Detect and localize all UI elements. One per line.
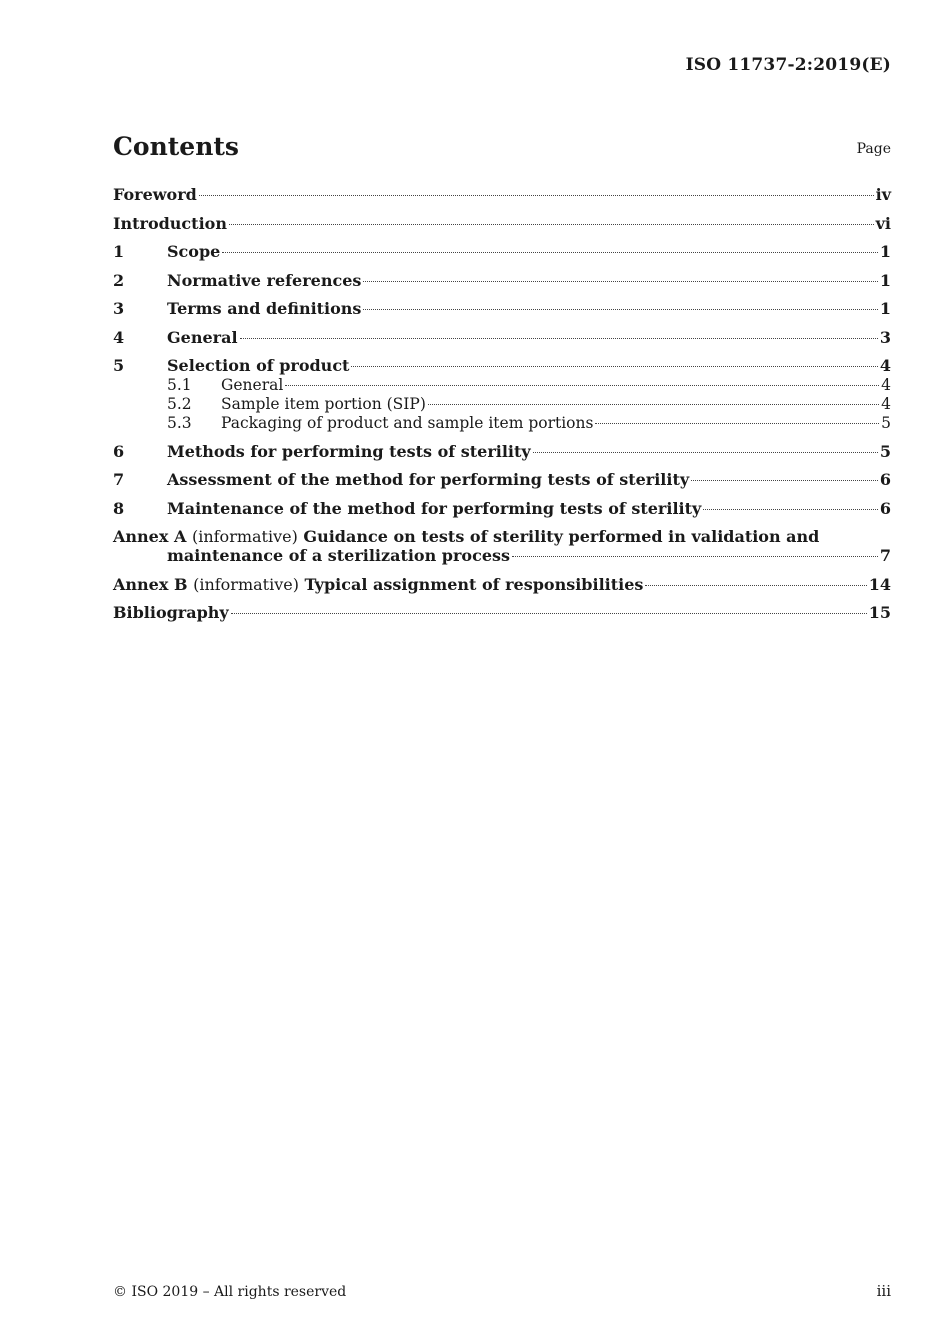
toc-entry-maintenance[interactable]	[113, 499, 891, 519]
toc-entry-page: 15	[868, 603, 891, 622]
toc-entry-text: Packaging of product and sample item portions	[221, 414, 594, 432]
dot-leader	[428, 404, 879, 405]
toc-entry-text: Normative references	[167, 270, 362, 290]
dot-leader	[229, 224, 874, 225]
toc-entry-text: Methods for performing tests of sterility	[167, 441, 531, 461]
toc-entry-page: 4	[881, 376, 891, 394]
toc-entry-number: 1	[113, 242, 125, 261]
dot-leader	[595, 423, 879, 424]
dot-leader	[285, 385, 879, 386]
annex-type: (informative)	[193, 574, 299, 594]
toc-entry-page: 7	[879, 546, 891, 565]
toc-entry-text: Foreword	[113, 185, 197, 204]
toc-entry-text: Bibliography	[113, 603, 229, 622]
page-number: iii	[876, 1282, 891, 1300]
toc-entry-text: Sample item portion (SIP)	[221, 395, 426, 413]
toc-entry-methods[interactable]	[113, 442, 891, 462]
page-column-label: Page	[856, 141, 891, 157]
toc-entry-text: Assessment of the method for performing tests of sterility	[167, 470, 690, 489]
toc-entry-number: 3	[113, 299, 125, 318]
toc-subentry-5-2[interactable]	[113, 395, 891, 414]
toc-entry-number: 6	[113, 441, 125, 461]
dot-leader	[231, 613, 867, 614]
annex-a-second-line	[113, 546, 891, 566]
toc-entry-page: 1	[879, 299, 891, 318]
annex-title-line1: Guidance on tests of sterility performed in validation and	[303, 527, 820, 546]
toc-entry-number: 4	[113, 327, 125, 347]
toc-entry-scope[interactable]	[113, 242, 891, 262]
toc-entry-annex-a[interactable]	[113, 527, 891, 566]
toc-entry-page: 14	[868, 574, 891, 594]
annex-title-line2: maintenance of a sterilization process	[167, 546, 511, 565]
toc-entry-page: 3	[879, 327, 891, 347]
toc-entry-page: 6	[879, 498, 891, 518]
dot-leader	[351, 366, 877, 367]
toc-entry-terms-and-definitions[interactable]	[113, 299, 891, 319]
toc-entry-text: Scope	[167, 242, 221, 261]
dot-leader	[363, 309, 877, 310]
toc-entry-page: 1	[879, 242, 891, 261]
dot-leader	[691, 480, 878, 481]
toc-entry-text: Selection of product	[167, 356, 350, 375]
toc-subentry-5-3[interactable]	[113, 414, 891, 433]
toc-entry-page: 4	[879, 356, 891, 375]
dot-leader	[240, 338, 878, 339]
toc-entry-selection-of-product[interactable]	[113, 356, 891, 376]
toc-entry-general[interactable]	[113, 328, 891, 348]
toc-entry-number: 7	[113, 470, 125, 489]
page-title: Contents	[113, 132, 240, 161]
toc-entry-number: 5.1	[167, 376, 192, 394]
toc-entry-page: 5	[881, 414, 891, 432]
table-of-contents	[113, 185, 891, 623]
toc-entry-introduction[interactable]	[113, 214, 891, 234]
toc-entry-text: General	[167, 327, 238, 347]
toc-entry-page: iv	[875, 185, 891, 204]
toc-entry-number: 5.3	[167, 414, 192, 432]
annex-title: Typical assignment of responsibilities	[304, 574, 644, 594]
dot-leader	[222, 252, 878, 253]
toc-entry-page: 5	[879, 441, 891, 461]
annex-label: Annex A	[113, 527, 187, 546]
contents-title-row	[113, 132, 891, 161]
toc-entry-number: 5.2	[167, 395, 192, 413]
toc-entry-foreword[interactable]	[113, 185, 891, 205]
dot-leader	[645, 585, 866, 586]
copyright-notice: © ISO 2019 – All rights reserved	[113, 1284, 347, 1300]
toc-entry-annex-b[interactable]	[113, 575, 891, 595]
toc-entry-text	[113, 575, 643, 595]
annex-label: Annex B	[113, 574, 188, 594]
dot-leader	[533, 452, 878, 453]
annex-a-first-line	[113, 527, 891, 546]
toc-entry-text: Maintenance of the method for performing tests of sterility	[167, 498, 702, 518]
document-reference: ISO 11737-2:2019(E)	[685, 55, 891, 75]
toc-entry-page: 4	[881, 395, 891, 413]
toc-entry-bibliography[interactable]	[113, 603, 891, 623]
toc-entry-number: 8	[113, 498, 125, 518]
toc-entry-assessment[interactable]	[113, 470, 891, 490]
toc-entry-text: Introduction	[113, 213, 227, 233]
toc-entry-normative-references[interactable]	[113, 271, 891, 291]
dot-leader	[512, 556, 878, 557]
dot-leader	[363, 281, 877, 282]
annex-type: (informative)	[191, 527, 298, 546]
toc-entry-text: General	[221, 376, 284, 394]
toc-entry-number: 5	[113, 356, 125, 375]
toc-entry-page: vi	[875, 213, 891, 233]
dot-leader	[703, 509, 878, 510]
toc-subentry-5-1[interactable]	[113, 376, 891, 395]
toc-entry-number: 2	[113, 270, 125, 290]
toc-entry-page: 6	[879, 470, 891, 489]
toc-entry-text: Terms and definitions	[167, 299, 362, 318]
toc-entry-page: 1	[879, 270, 891, 290]
dot-leader	[199, 195, 874, 196]
